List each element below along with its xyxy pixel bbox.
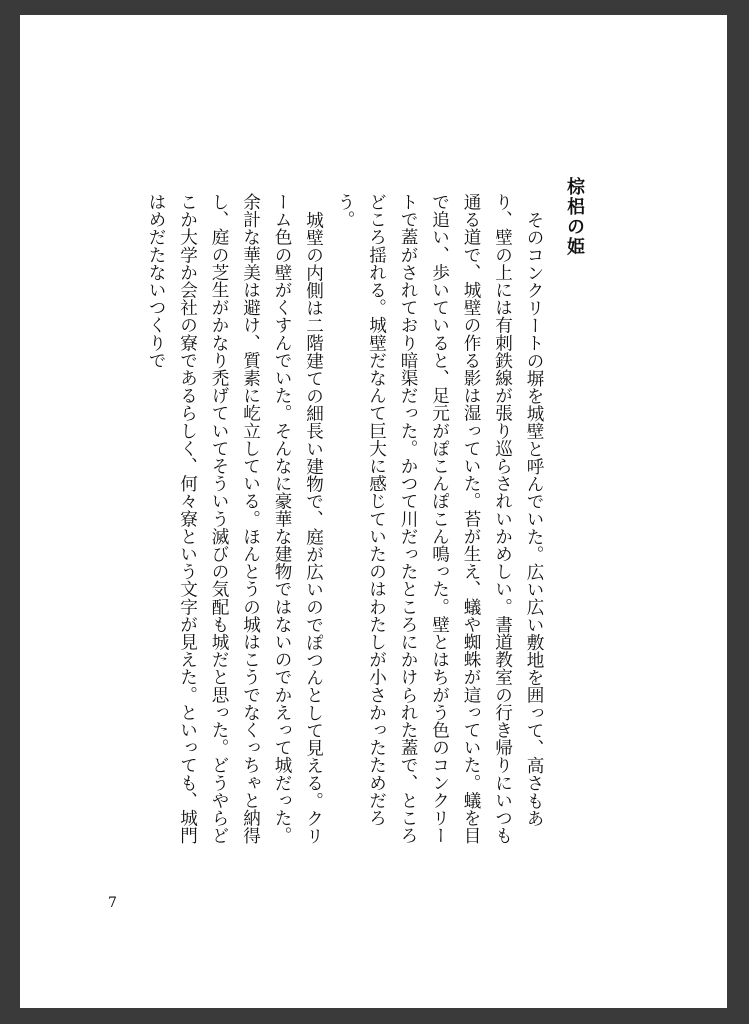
page-number: 7 (108, 895, 117, 911)
paragraph-1: そのコンクリートの塀を城壁と呼んでいた。広い広い敷地を囲って、高さもあり、壁の上には有刺鉄線が張り巡らされいかめしい。書道教室の行き帰りにいつも通る道で、城壁の作る影は湿っていた。苔が生え、蟻や蜘蛛が這っていた。蟻を目で追い、歩いていると、足元がぽこんぽこん鳴った。壁とはちがう色のコンクリートで蓋がされており暗渠だった。かつて川だったところにかけられた蓋で、ところどころ揺れる。城壁だなんて巨大に感じていたのはわたしが小さかったためだろう。 (335, 193, 544, 845)
chapter-title: 棕梠の姫 (564, 177, 585, 257)
body-text (49, 193, 549, 853)
book-page (20, 15, 727, 1008)
paragraph-2: 城壁の内側は二階建ての細長い建物で、庭が広いのでぽつんとして見える。クリーム色の壁がくすんでいた。そんなに豪華な建物ではないのでかえって城だった。余計な華美は避け、質素に屹立している。ほんとうの城はこうでなくっちゃと納得し、庭の芝生がかなり禿げていてそういう滅びの気配も城だと思った。どうやらどこか大学か会社の寮であるらしく、何々寮という文字が見えた。といっても、城門はめだたないつくりで (146, 193, 324, 845)
